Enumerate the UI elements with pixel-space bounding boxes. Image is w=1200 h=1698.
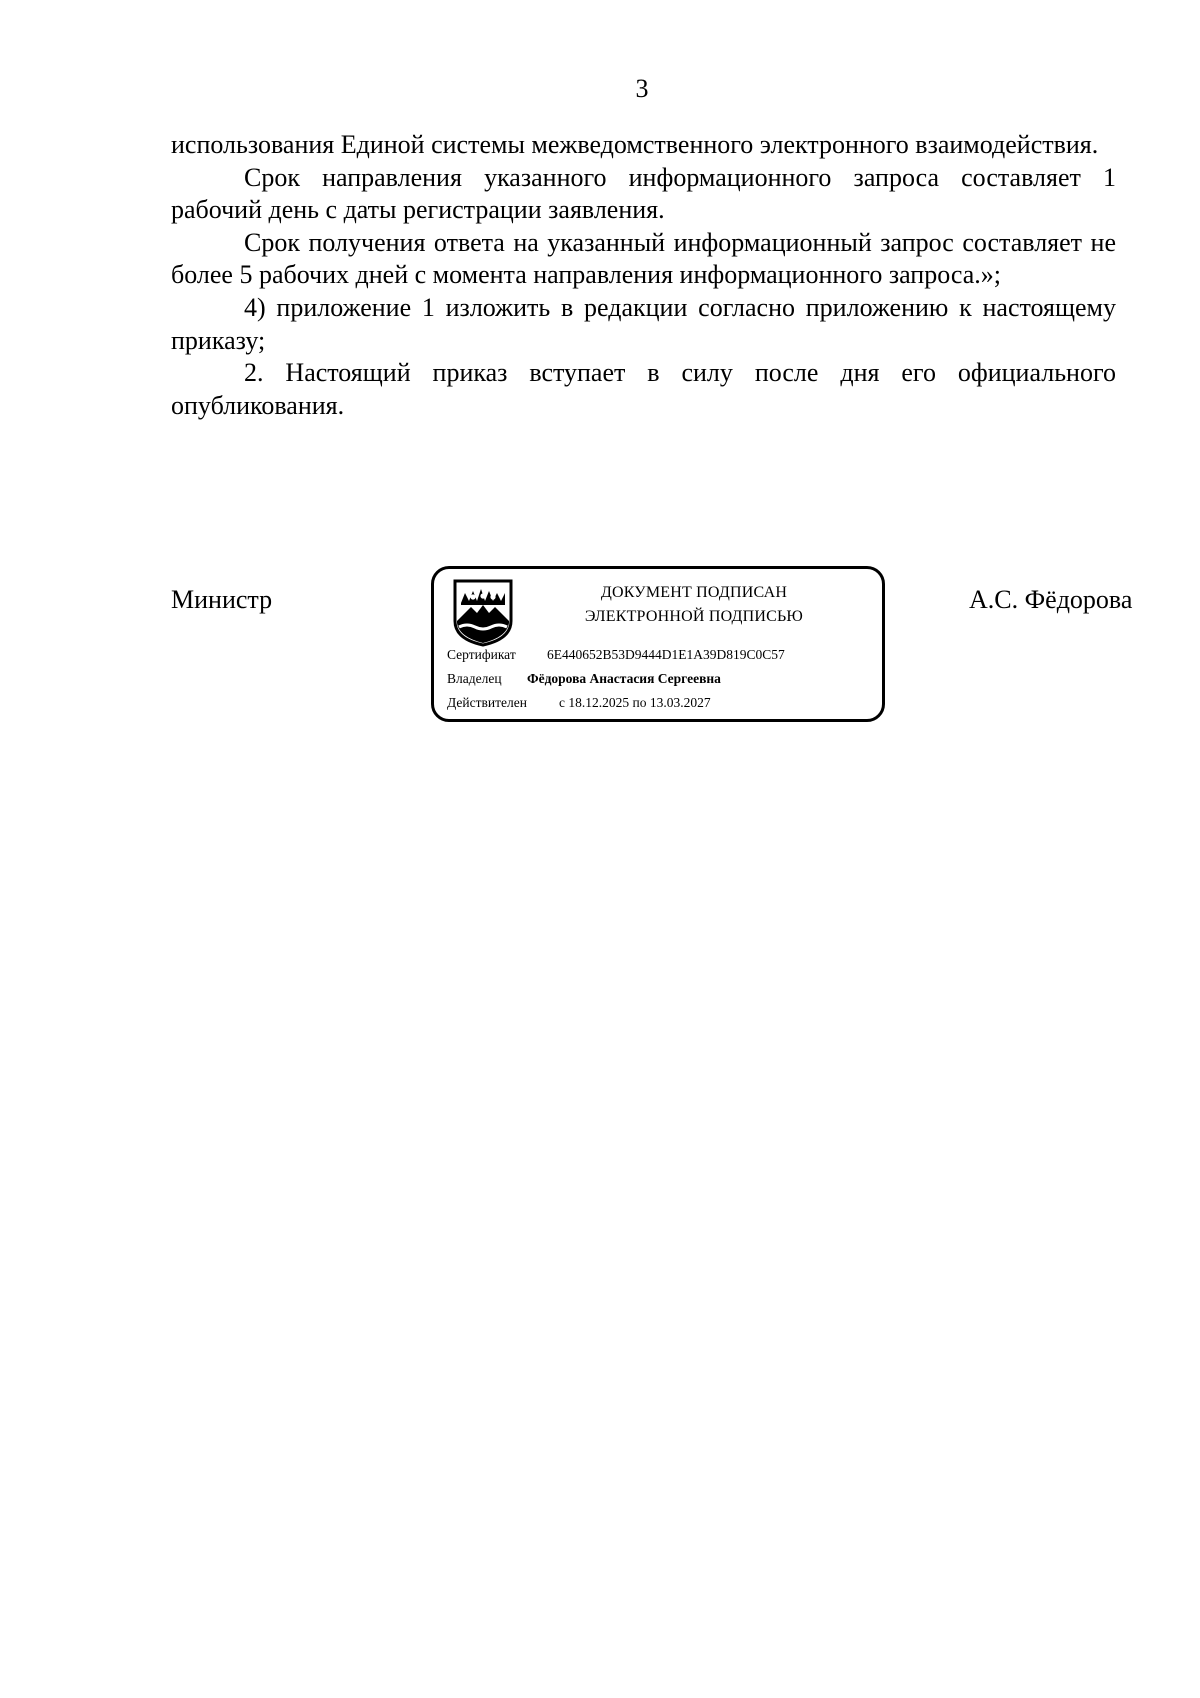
kamchatka-coat-of-arms-icon bbox=[451, 577, 515, 647]
certificate-row bbox=[447, 646, 785, 664]
paragraph-effective-date: 2. Настоящий приказ вступает в силу после дня его официального опубликования. bbox=[171, 358, 1116, 420]
paragraph-continuation: использования Единой системы межведомственного электронного взаимодействия. bbox=[171, 130, 1099, 159]
electronic-signature-stamp bbox=[431, 566, 885, 722]
validity-label: Действителен bbox=[447, 695, 527, 710]
stamp-title-line-2: ЭЛЕКТРОННОЙ ПОДПИСЬЮ bbox=[584, 608, 804, 625]
certificate-value: 6E440652B53D9444D1E1A39D819C0C57 bbox=[547, 647, 785, 662]
page-number: 3 bbox=[635, 74, 649, 103]
signer-position: Министр bbox=[171, 585, 273, 614]
stamp-title-line-1: ДОКУМЕНТ ПОДПИСАН bbox=[600, 584, 788, 601]
validity-row bbox=[447, 694, 711, 712]
paragraph-request-term: Срок направления указанного информационного запроса составляет 1 рабочий день с даты регистрации заявления. bbox=[171, 162, 1116, 225]
stamp-title bbox=[544, 581, 844, 629]
paragraph-appendix-item: 4) приложение 1 изложить в редакции согласно приложению к настоящему приказу; bbox=[171, 292, 1116, 355]
certificate-label: Сертификат bbox=[447, 647, 516, 662]
signature-block bbox=[0, 0, 1200, 760]
validity-value: с 18.12.2025 по 13.03.2027 bbox=[559, 695, 711, 710]
paragraph-response-term: Срок получения ответа на указанный информационный запрос составляет не более 5 рабочих дней с момента направления информационного запроса.»; bbox=[171, 227, 1116, 290]
owner-value: Фёдорова Анастасия Сергеевна bbox=[527, 671, 721, 686]
signer-name: А.С. Фёдорова bbox=[969, 585, 1133, 614]
owner-row bbox=[447, 670, 721, 688]
owner-label: Владелец bbox=[447, 671, 502, 686]
